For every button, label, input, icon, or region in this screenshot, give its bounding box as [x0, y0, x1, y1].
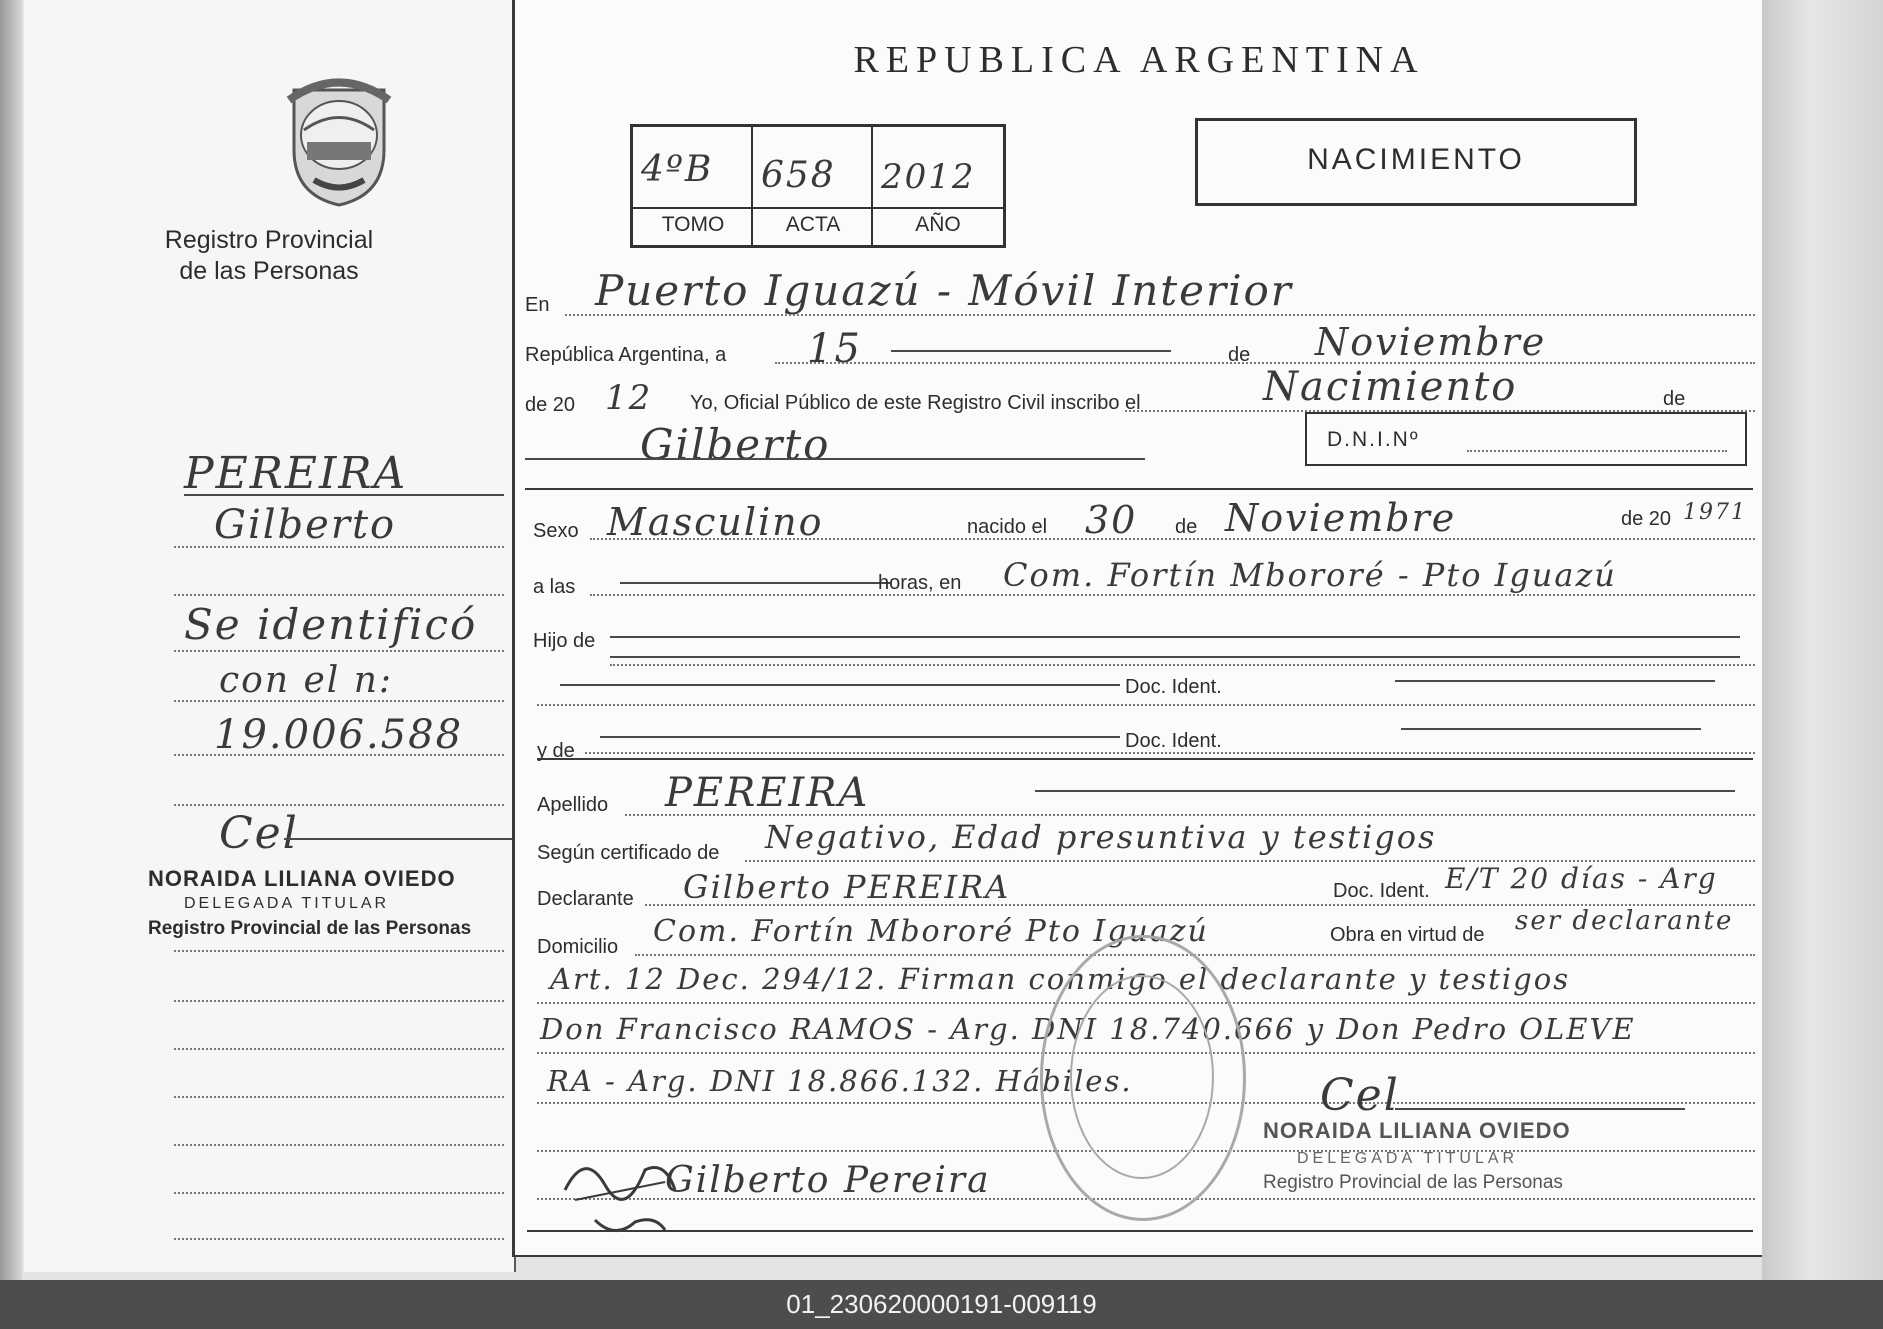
- margin-note-line2: con el n:: [219, 660, 394, 701]
- margin-line: [174, 546, 504, 548]
- margin-line: [174, 594, 504, 596]
- pen-fill-line: [560, 684, 1120, 686]
- registry-name-line1: Registro Provincial: [164, 226, 374, 254]
- horas-label: horas, en: [878, 572, 962, 594]
- dni-label: D.N.I.Nº: [1327, 428, 1420, 451]
- margin-stamp-org: Registro Provincial de las Personas: [148, 918, 472, 939]
- book-binding: [0, 0, 22, 1280]
- birth-day: 30: [1085, 498, 1138, 542]
- declarante-label: Declarante: [537, 888, 634, 910]
- pen-fill-line: [610, 636, 1740, 638]
- form-line: [590, 594, 1755, 596]
- form-line: [625, 814, 1755, 816]
- document-title: REPUBLICA ARGENTINA: [853, 39, 1425, 81]
- margin-stamp-initials: Cel: [219, 808, 299, 859]
- observations-line1: Art. 12 Dec. 294/12. Firman conmigo el declarante y testigos: [550, 962, 1571, 996]
- birth-year: 1971: [1683, 500, 1747, 525]
- de20-label-2: de 20: [1621, 508, 1672, 530]
- tomo-label: TOMO: [661, 213, 725, 236]
- form-line: [610, 664, 1755, 666]
- document-type-box: [1195, 118, 1637, 206]
- margin-line: [174, 754, 504, 756]
- yo-oficial-label: Yo, Oficial Público de este Registro Civil inscribo el: [690, 392, 1141, 414]
- image-id-footer: [0, 1280, 1883, 1329]
- record-box-divider: [633, 207, 1003, 209]
- pen-fill-line: [525, 458, 1145, 460]
- pen-fill-line: [600, 736, 1120, 738]
- nacido-label: nacido el: [967, 516, 1048, 538]
- pen-fill-line: [610, 656, 1740, 658]
- pen-fill-line: [1395, 680, 1715, 682]
- inscribo-value: Nacimiento: [1263, 364, 1518, 410]
- margin-stamp-role: DELEGADA TITULAR: [184, 895, 390, 912]
- margin-surname: PEREIRA: [184, 448, 408, 499]
- margin-line: [174, 1096, 504, 1098]
- margin-stamp-name: NORAIDA LILIANA OVIEDO: [148, 866, 456, 891]
- observations-line2: Don Francisco RAMOS - Arg. DNI 18.740.666 y Don Pedro OLEVE: [540, 1012, 1636, 1046]
- alas-label: a las: [533, 576, 576, 598]
- record-number-box: [630, 124, 1006, 248]
- month-value: Noviembre: [1315, 320, 1547, 364]
- domicilio-label: Domicilio: [537, 936, 619, 958]
- de20-label: de 20: [525, 394, 576, 416]
- registry-round-seal-inner: [1070, 975, 1214, 1179]
- pen-fill-line: [620, 582, 890, 584]
- obra-label: Obra en virtud de: [1330, 924, 1485, 946]
- official-signature-stroke: [1395, 1108, 1685, 1110]
- margin-line: [174, 1048, 504, 1050]
- domicilio-value: Com. Fortín Mbororé Pto Iguazú: [653, 914, 1209, 949]
- dni-box: [1305, 412, 1747, 466]
- acta-label: ACTA: [785, 213, 841, 236]
- birth-certificate-sheet: [512, 0, 1766, 1257]
- republica-label: República Argentina, a: [525, 344, 727, 366]
- form-line: [585, 752, 1755, 754]
- margin-name: Gilberto: [214, 502, 397, 548]
- pen-fill-line: [1401, 728, 1701, 730]
- year-value: 12: [605, 378, 653, 418]
- misiones-coat-of-arms-logo: [274, 70, 404, 210]
- margin-line: [174, 804, 504, 806]
- official-stamp-role: DELEGADA TITULAR: [1297, 1150, 1519, 1167]
- declarante-signature: Gilberto Pereira: [665, 1160, 991, 1201]
- form-line: [590, 538, 1755, 540]
- de-label-1: de: [1228, 344, 1251, 366]
- registry-name-line2: de las Personas: [179, 257, 359, 285]
- sexo-value: Masculino: [607, 500, 824, 544]
- declarante-doc: E/T 20 días - Arg: [1445, 862, 1718, 895]
- hijo-label: Hijo de: [533, 630, 596, 652]
- section-rule: [527, 1230, 1753, 1232]
- left-margin-stub: [24, 0, 516, 1272]
- obra-value: ser declarante: [1515, 906, 1734, 936]
- margin-line: [174, 1144, 504, 1146]
- form-line: [565, 314, 1755, 316]
- doc-ident-label-2: Doc. Ident.: [1125, 730, 1222, 752]
- doc-ident-label-1: Doc. Ident.: [1125, 676, 1222, 698]
- sexo-label: Sexo: [533, 520, 579, 542]
- official-stamp-org: Registro Provincial de las Personas: [1263, 1172, 1563, 1193]
- pen-fill-line: [1035, 790, 1735, 792]
- segun-value: Negativo, Edad presuntiva y testigos: [765, 818, 1437, 856]
- dni-line: [1467, 450, 1727, 452]
- segun-label: Según certificado de: [537, 842, 720, 864]
- official-stamp-name: NORAIDA LILIANA OVIEDO: [1263, 1118, 1571, 1143]
- yde-label: y de: [537, 740, 575, 762]
- margin-line: [174, 650, 504, 652]
- pen-fill-line: [891, 350, 1171, 352]
- book-page-edge: [1762, 0, 1883, 1280]
- birth-place: Com. Fortín Mbororé - Pto Iguazú: [1003, 556, 1617, 594]
- margin-id-number: 19.006.588: [214, 712, 464, 758]
- section-rule: [525, 488, 1753, 490]
- apellido-value: PEREIRA: [665, 770, 870, 816]
- image-id: 01_230620000191-009119: [786, 1289, 1097, 1319]
- margin-line: [174, 1000, 504, 1002]
- section-rule: [537, 758, 1753, 760]
- observations-line3: RA - Arg. DNI 18.866.132. Hábiles.: [547, 1064, 1133, 1098]
- document-type: NACIMIENTO: [1307, 143, 1525, 176]
- anio-value: 2012: [881, 157, 976, 197]
- registered-name: Gilberto: [640, 420, 831, 469]
- margin-line: [174, 1238, 504, 1240]
- acta-value: 658: [761, 155, 836, 196]
- tomo-value: 4ºB: [641, 149, 714, 190]
- margin-surname-underline: [184, 494, 504, 496]
- apellido-label: Apellido: [537, 794, 609, 816]
- margin-line: [174, 1192, 504, 1194]
- de-label-2: de: [1663, 388, 1686, 410]
- margin-note-line1: Se identificó: [184, 600, 478, 649]
- form-line: [537, 704, 1755, 706]
- margin-line: [174, 700, 504, 702]
- doc-ident-label-3: Doc. Ident.: [1333, 880, 1430, 902]
- anio-label: AÑO: [915, 213, 961, 236]
- de-label-3: de: [1175, 516, 1198, 538]
- day-value: 15: [807, 326, 862, 372]
- en-label: En: [525, 294, 550, 316]
- margin-line: [174, 950, 504, 952]
- birth-month: Noviembre: [1225, 496, 1457, 540]
- en-value: Puerto Iguazú - Móvil Interior: [595, 266, 1293, 315]
- official-signature-initials: Cel: [1320, 1070, 1400, 1121]
- declarante-value: Gilberto PEREIRA: [683, 868, 1011, 906]
